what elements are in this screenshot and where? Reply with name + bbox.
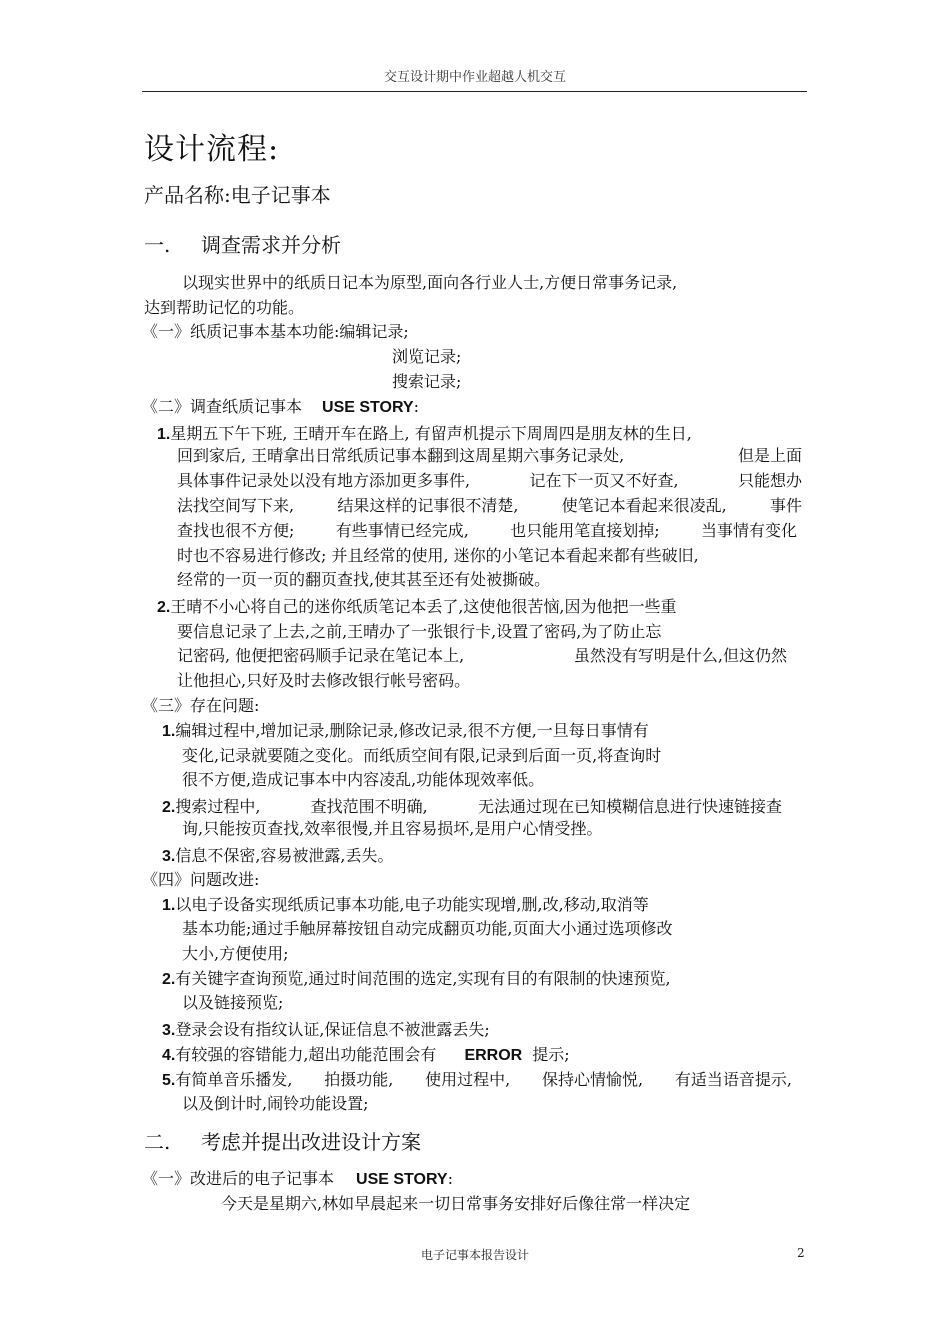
improve5-text-1c: 使用过程中, <box>425 1070 511 1089</box>
improve3-text-1: 登录会设有指纹认证,保证信息不被泄露丢失; <box>175 1020 490 1039</box>
problem2-text-1b: 查找范围不明确, <box>310 797 428 816</box>
survey-label <box>142 394 419 417</box>
improve2-line-2: 以及链接预览; <box>182 993 284 1012</box>
story1-text-2a: 回到家后, 王晴拿出日常纸质记事本翻到这周星期六事务记录处, <box>177 446 625 465</box>
problem2-text-1a: 搜索过程中, <box>175 797 261 816</box>
problem1-text-1: 编辑过程中,增加记录,删除记录,修改记录,很不方便,一旦每日事情有 <box>175 721 649 740</box>
story1-text-5d: 当事情有变化 <box>700 521 797 540</box>
improve5-text-1b: 拍摄功能, <box>324 1070 394 1089</box>
survey-use-story: USE STORY <box>322 399 414 416</box>
function-browse: 浏览记录; <box>392 347 462 366</box>
survey-colon: : <box>413 397 419 416</box>
section1-number: 一. <box>144 233 171 257</box>
improved-story-line-1: 今天是星期六,林如早晨起来一切日常事务安排好后像往常一样决定 <box>221 1194 691 1213</box>
improve1-line-1 <box>162 892 649 915</box>
function-search: 搜索记录; <box>392 372 462 391</box>
improve2-text-1: 有关键字查询预览,通过时间范围的选定,实现有目的有限制的快速预览, <box>175 969 671 988</box>
improve4-text-1b: 提示; <box>532 1045 570 1064</box>
story2-line-3 <box>177 643 787 666</box>
story1-line-3 <box>177 468 802 491</box>
improve4-number: 4. <box>162 1047 176 1064</box>
survey-label-text: 《二》调查纸质记事本 <box>142 397 303 416</box>
improve2-line-1 <box>162 966 671 989</box>
page-title: 设计流程: <box>144 132 280 167</box>
story1-text-4d: 事件 <box>769 496 802 515</box>
problem1-line-1 <box>162 718 649 741</box>
problems-label: 《三》存在问题: <box>142 696 260 715</box>
improved-story-colon: : <box>447 1169 453 1188</box>
improve1-number: 1. <box>162 897 176 914</box>
section1-heading: 调查需求并分析 <box>201 233 341 257</box>
story1-line-4 <box>177 493 802 516</box>
story1-text-3c: 只能想办 <box>737 471 802 490</box>
improve1-line-2: 基本功能;通过手触屏幕按钮自动完成翻页功能,页面大小通过选项修改 <box>182 919 673 938</box>
problem2-line-1 <box>162 794 782 817</box>
story2-text-3b: 虽然没有写明是什么,但这仍然 <box>573 646 787 665</box>
story2-text-1: 王晴不小心将自己的迷你纸质笔记本丢了,这使他很苦恼,因为他把一些重 <box>170 597 677 616</box>
improve4-text-1: 有较强的容错能力,超出功能范围会有 <box>175 1045 437 1064</box>
story1-text-3a: 具体事件记录处以没有地方添加更多事件, <box>177 471 471 490</box>
improve5-line-2: 以及倒计时,闹铃功能设置; <box>182 1094 369 1113</box>
problem1-line-3: 很不方便,造成记事本中内容凌乱,功能体现效率低。 <box>182 770 545 789</box>
improve5-text-1e: 有适当语音提示, <box>674 1070 792 1089</box>
improve2-number: 2. <box>162 971 176 988</box>
improved-story-label <box>142 1166 453 1189</box>
story1-text-4b: 结果这样的记事很不清楚, <box>337 496 519 515</box>
story1-line-6: 时也不容易进行修改; 并且经常的使用, 迷你的小笔记本看起来都有些破旧, <box>177 546 699 565</box>
problem1-number: 1. <box>162 723 176 740</box>
improved-story-text: 《一》改进后的电子记事本 <box>142 1169 335 1188</box>
story1-text-4a: 法找空间写下来, <box>177 496 295 515</box>
problem3-text-1: 信息不保密,容易被泄露,丢失。 <box>175 846 394 865</box>
header-rule <box>142 91 807 92</box>
story2-line-2: 要信息记录了上去,之前,王晴办了一张银行卡,设置了密码,为了防止忘 <box>177 622 662 641</box>
improve5-text-1a: 有简单音乐播发, <box>175 1070 293 1089</box>
story2-line-4: 让他担心,只好及时去修改银行帐号密码。 <box>177 671 471 690</box>
improve5-line-1 <box>162 1067 792 1090</box>
story2-number: 2. <box>157 599 171 616</box>
improve5-number: 5. <box>162 1072 176 1089</box>
improve4-line-1 <box>162 1042 570 1065</box>
problem2-number: 2. <box>162 799 176 816</box>
intro-line-2: 达到帮助记忆的功能。 <box>144 298 305 317</box>
story1-text-3b: 记在下一页又不好查, <box>529 471 679 490</box>
story1-line-2 <box>177 443 802 466</box>
improved-use-story: USE STORY <box>356 1171 448 1188</box>
story1-text-2b: 但是上面 <box>737 446 802 465</box>
story1-text-5c: 也只能用笔直接划掉; <box>510 521 660 540</box>
error-keyword: ERROR <box>464 1047 523 1064</box>
story2-line-1 <box>157 594 677 617</box>
problem1-line-2: 变化,记录就要随之变化。而纸质空间有限,记录到后面一页,将查询时 <box>182 746 662 765</box>
story1-text-4c: 使笔记本看起来很凌乱, <box>561 496 727 515</box>
problem2-text-1c: 无法通过现在已知模糊信息进行快速链接查 <box>477 797 782 816</box>
story1-number: 1. <box>157 426 171 443</box>
basic-functions: 《一》纸质记事本基本功能:编辑记录; <box>142 322 409 341</box>
section2-heading: 考虑并提出改进设计方案 <box>201 1130 421 1154</box>
story1-line-1 <box>157 421 692 444</box>
improve3-line-1 <box>162 1017 490 1040</box>
improve1-line-3: 大小,方便使用; <box>182 944 289 963</box>
story1-text-5b: 有些事情已经完成, <box>335 521 469 540</box>
problem3-line-1 <box>162 843 394 866</box>
footer-title: 电子记事本报告设计 <box>420 1248 529 1262</box>
page-number: 2 <box>797 1246 805 1260</box>
improve5-text-1d: 保持心情愉悦, <box>542 1070 644 1089</box>
problem2-line-2: 询,只能按页查找,效率很慢,并且容易损坏,是用户心情受挫。 <box>182 819 603 838</box>
intro-line-1: 以现实世界中的纸质日记本为原型,面向各行业人士,方便日常事务记录, <box>182 273 678 292</box>
story1-line-7: 经常的一页一页的翻页查找,使其甚至还有处被撕破。 <box>177 570 551 589</box>
story1-text-1: 星期五下午下班, 王晴开车在路上, 有留声机提示下周周四是朋友林的生日, <box>170 424 692 443</box>
story1-line-5 <box>177 518 797 541</box>
improve3-number: 3. <box>162 1022 176 1039</box>
product-name: 产品名称:电子记事本 <box>144 183 331 207</box>
story2-text-3a: 记密码, 他便把密码顺手记录在笔记本上, <box>177 646 465 665</box>
improve-label: 《四》问题改进: <box>142 870 260 889</box>
story1-text-5a: 查找也很不方便; <box>177 521 295 540</box>
section2-number: 二. <box>144 1130 171 1154</box>
problem3-number: 3. <box>162 848 176 865</box>
running-header: 交互设计期中作业超越人机交互 <box>383 70 566 85</box>
improve1-text-1: 以电子设备实现纸质记事本功能,电子功能实现增,删,改,移动,取消等 <box>175 895 649 914</box>
